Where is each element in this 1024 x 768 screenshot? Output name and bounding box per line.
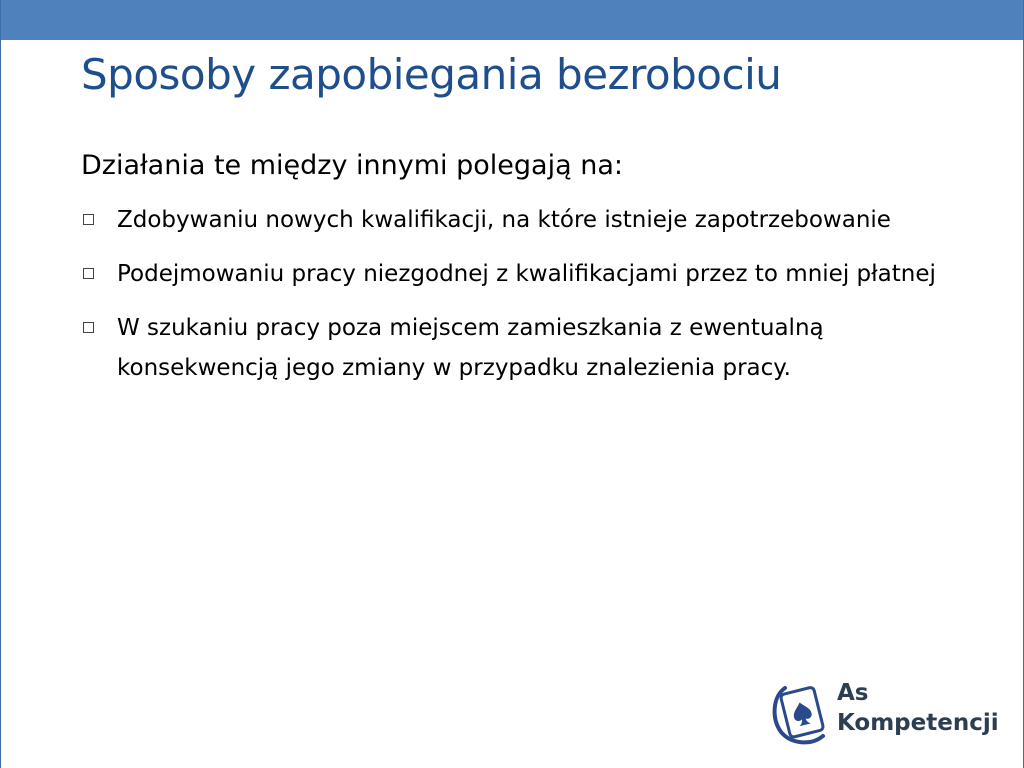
slide-body — [81, 146, 961, 402]
logo — [771, 676, 999, 748]
bullet-text: Zdobywaniu nowych kwalifikacji, na które istnieje zapotrzebowanie — [117, 207, 891, 233]
slide-title: Sposoby zapobiegania bezrobociu — [81, 50, 782, 99]
bullet-text: Podejmowaniu pracy niezgodnej z kwalifikacjami przez to mniej płatnej — [117, 261, 936, 287]
logo-line-2: Kompetencji — [837, 710, 999, 736]
bullet-item — [81, 254, 961, 294]
bullet-item — [81, 308, 961, 388]
intro-text: Działania te między innymi polegają na: — [81, 150, 623, 181]
top-band — [1, 0, 1023, 40]
hollow-square-icon — [83, 214, 94, 225]
hollow-square-icon — [83, 268, 94, 279]
logo-line-1: As — [837, 680, 869, 706]
bullet-list — [81, 200, 961, 388]
bullet-item — [81, 200, 961, 240]
hollow-square-icon — [83, 322, 94, 333]
bullet-text: W szukaniu pracy poza miejscem zamieszkania z ewentualną konsekwencją jego zmiany w przypadku znalezienia pracy. — [117, 315, 824, 381]
logo-wordmark — [837, 678, 999, 738]
spade-card-icon — [771, 676, 831, 746]
